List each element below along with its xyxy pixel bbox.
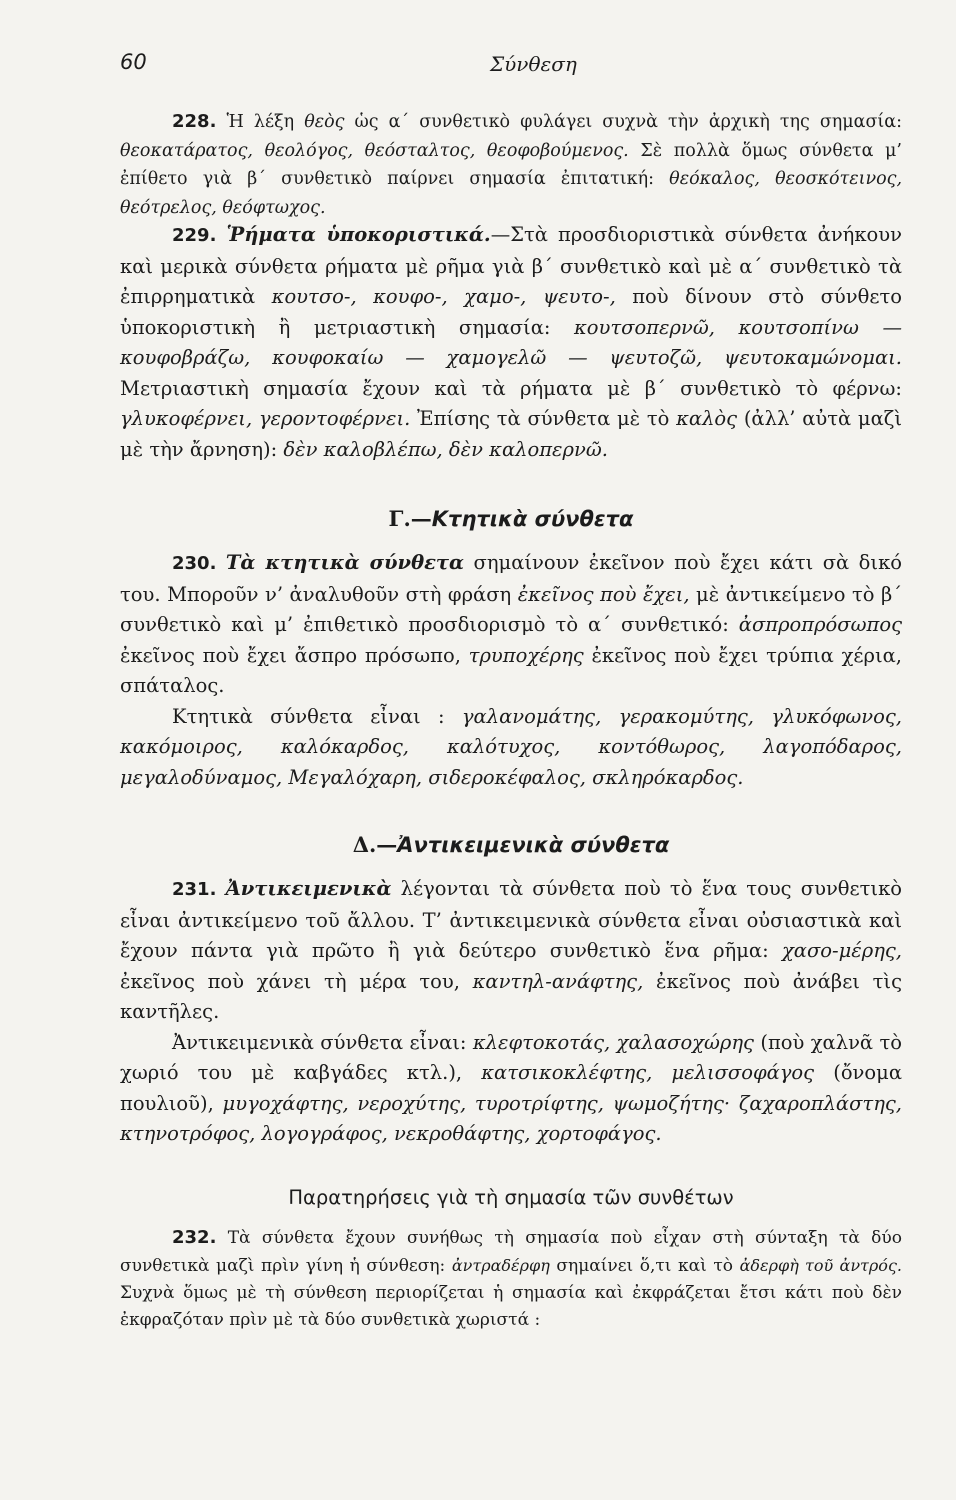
text-run: μὲ ἀντικείμενο τὸ β΄ συνθετικὸ καὶ μ’ ἐπιθετικὸ προσδιορισμὸ τὸ α΄ συνθετικό: <box>120 582 902 636</box>
section-title: Ἀντικειμενικὰ σύνθετα <box>397 833 670 857</box>
paragraph-230 <box>120 548 902 793</box>
example-word: καντηλ-ανάφτης, <box>472 969 644 993</box>
example-word: ἀσπροπρόσωπος <box>738 613 902 636</box>
text-run: ἐκεῖνος ποὺ χάνει τὴ μέρα του, <box>120 969 473 993</box>
example-list: κουτσοπερνῶ, κουτσοπίνω — κουφοβράζω, κουφοκαίω — χαμογελῶ — ψευτοζῶ, ψευτοκαμώνομαι. <box>120 315 902 369</box>
section-label: Δ.— <box>352 832 398 857</box>
example-phrase: ἐκεῖνος ποὺ ἔχει, <box>517 582 690 606</box>
paragraph-number: 228. <box>172 111 217 132</box>
paragraph-232 <box>120 1224 902 1334</box>
observations-heading: Παρατηρήσεις γιὰ τὴ σημασία τῶν συνθέτων <box>288 1186 734 1209</box>
page-number: 60 <box>120 50 147 74</box>
paragraph-228 <box>120 108 902 222</box>
section-heading-g <box>120 506 902 531</box>
example-list: κατσικοκλέφτης, μελισσοφάγος <box>481 1061 815 1084</box>
text-run: Τὰ σύνθετα ἔχουν συνήθως τὴ σημασία ποὺ εἶχαν στὴ σύνταξη τὰ δύο συνθετικὰ μαζὶ πρὶν γίνη ἡ σύνθεση: <box>120 1228 902 1276</box>
example-list: γαλανομάτης, γερακομύτης, γλυκόφωνος, κακόμοιρος, καλόκαρδος, καλότυχος, κοντόθωρος, λαγοπόδαρος, μεγαλοδύναμος, Μεγαλόχαρη, σιδεροκέφαλος, σκληρόκαρδος. <box>120 704 902 789</box>
paragraph-heading: Ῥήματα ὑποκοριστικά. <box>226 223 491 246</box>
example-list: κλεφτοκοτάς, χαλασοχώρης <box>472 1030 754 1054</box>
example-list: δὲν καλοβλέπω, δὲν καλοπερνῶ. <box>283 437 608 461</box>
paragraph-heading: Τὰ κτητικὰ σύνθετα <box>225 551 465 574</box>
text-run: ποὺ δίνουν στὸ σύνθετο ὑποκοριστικὴ ἢ μετριαστικὴ σημασία: <box>120 285 902 339</box>
text-run: λέγονται τὰ σύνθετα ποὺ τὸ ἕνα τους συνθετικὸ εἶναι ἀντικείμενο τοῦ ἄλλου. Τ’ ἀντικειμενικὰ σύνθετα εἶναι οὐσιαστικὰ καὶ ἔχουν πάντα γιὰ πρῶτο ἢ γιὰ δεύτερο συνθετικὸ ἕνα ρῆμα: <box>120 877 903 962</box>
text-run: σημαίνουν ἐκεῖνον ποὺ ἔχει κάτι σὰ δικό του. Μποροῦν ν’ ἀναλυθοῦν στὴ φράση <box>120 551 902 606</box>
example-word: ἀντραδέρφη <box>451 1256 550 1275</box>
paragraph-number: 232. <box>172 1227 217 1248</box>
text-run: Ἐπίσης τὰ σύνθετα μὲ τὸ <box>410 407 677 430</box>
text-run: Συχνὰ ὅμως μὲ τὴ σύνθεση περιορίζεται ἡ σημασία καὶ ἐκφράζεται ἔτσι κάτι ποὺ δὲν ἐκφραζόταν πρὶν μὲ τὰ δύο συνθετικὰ χωριστά : <box>120 1283 902 1330</box>
example-word: χασο-μέρης, <box>781 939 902 962</box>
paragraph-heading: Ἀντικειμενικὰ <box>225 877 392 900</box>
text-run: ἐκεῖνος ποὺ ἀνάβει τὶς καντῆλες. <box>120 969 902 1023</box>
section-heading-d <box>120 832 902 857</box>
example-phrase: ἀδερφὴ τοῦ ἀντρός. <box>739 1256 902 1275</box>
paragraph-number: 230. <box>172 553 217 574</box>
example-list: θεοκατάρατος, θεολόγος, θεόσταλτος, θεοφοβούμενος. <box>120 140 629 161</box>
text-run: Κτητικὰ σύνθετα εἶναι : <box>172 704 462 728</box>
text-run: ἐκεῖνος ποὺ ἔχει τρύπια χέρια, σπάταλος. <box>120 643 902 697</box>
text-run: —Στὰ προσδιοριστικὰ σύνθετα ἀνήκουν καὶ μερικὰ σύνθετα ρήματα μὲ ρῆμα γιὰ β΄ συνθετικὸ καὶ μὲ α΄ συνθετικὸ τὰ ἐπιρρηματικὰ <box>120 223 902 308</box>
text-run: ἐκεῖνος ποὺ ἔχει ἄσπρο πρόσωπο, <box>120 643 469 667</box>
example-word: θεὸς <box>304 112 345 132</box>
paragraph-231 <box>120 874 902 1150</box>
paragraph-number: 231. <box>172 879 217 900</box>
example-word: τρυποχέρης <box>468 643 584 667</box>
text-run: Μετριαστικὴ σημασία ἔχουν καὶ τὰ ρήματα μὲ β΄ συνθετικὸ τὸ φέρνω: <box>120 376 902 400</box>
text-run: Ἡ λέξη <box>216 112 305 132</box>
example-list: κουτσο-, κουφο-, χαμο-, ψευτο-, <box>271 285 616 308</box>
text-run: Ἀντικειμενικὰ σύνθετα εἶναι: <box>172 1030 473 1054</box>
section-title: Κτητικὰ σύνθετα <box>431 507 634 531</box>
section-label: Γ.— <box>388 506 432 531</box>
text-run: σημαίνει ὅ,τι καὶ τὸ <box>549 1256 740 1276</box>
text-run: ὡς α΄ συνθετικὸ φυλάγει συχνὰ τὴν ἀρχικὴ της σημασία: <box>344 112 902 132</box>
example-list: μυγοχάφτης, νεροχύτης, τυροτρίφτης, ψωμοζήτης· ζαχαροπλάστης, κτηνοτρόφος, λογογράφος, νεκροθάφτης, χορτοφάγος. <box>120 1091 902 1145</box>
text-run: (ποὺ χαλνᾶ τὸ χωριό του μὲ καβγάδες κτλ.), <box>120 1030 903 1084</box>
paragraph-229 <box>120 220 902 465</box>
example-list: γλυκοφέρνει, γεροντοφέρνει. <box>120 407 411 430</box>
example-list: θεόκαλος, θεοσκότεινος, θεότρελος, θεόφτωχος. <box>120 169 903 218</box>
example-word: καλὸς <box>676 407 738 430</box>
running-title: Σύνθεση <box>490 52 577 76</box>
text-run: (ὄνομα πουλιοῦ), <box>120 1061 902 1115</box>
text-run: Σὲ πολλὰ ὅμως σύνθετα μ’ ἐπίθετο γιὰ β΄ συνθετικὸ παίρνει σημασία ἐπιτατική: <box>120 140 902 189</box>
paragraph-number: 229. <box>172 225 217 246</box>
text-run: (ἀλλ’ αὐτὰ μαζὶ μὲ τὴν ἄρνηση): <box>120 407 902 461</box>
